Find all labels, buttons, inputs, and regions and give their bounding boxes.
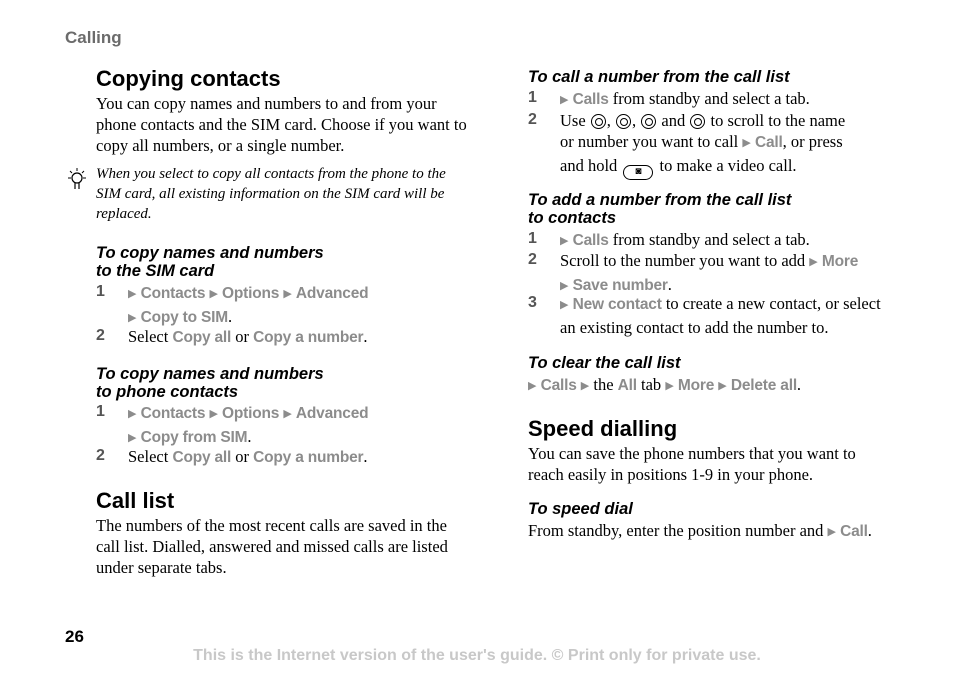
speed-dialling-section xyxy=(528,416,908,544)
menu-call[interactable]: Call xyxy=(754,134,783,151)
arrow-right-icon: ▶ xyxy=(209,288,218,300)
copying-contacts-heading: Copying contacts xyxy=(96,66,281,91)
clear-call-list-section xyxy=(528,354,908,398)
menu-copy-a-number[interactable]: Copy a number xyxy=(253,329,364,346)
call-list-body: The numbers of the most recent calls are saved in the call list. Dialled, answered and missed calls are listed under separate tabs. xyxy=(96,516,448,577)
menu-copy-all[interactable]: Copy all xyxy=(172,329,232,346)
arrow-right-icon: ▶ xyxy=(827,526,837,538)
copy-to-phone-section xyxy=(96,365,476,475)
arrow-right-icon: ▶ xyxy=(809,256,818,268)
page-number: 26 xyxy=(65,627,84,646)
arrow-right-icon: ▶ xyxy=(209,408,218,420)
menu-copy-all[interactable]: Copy all xyxy=(172,449,232,466)
menu-options[interactable]: Options xyxy=(222,405,280,422)
step-number: 1 xyxy=(528,89,537,106)
copy-to-sim-heading-line1: To copy names and numbers xyxy=(96,244,324,262)
speed-dial-step: From standby, enter the position number and ▶ Call. xyxy=(528,521,872,540)
arrow-right-icon: ▶ xyxy=(560,299,569,311)
add-number-section xyxy=(528,191,908,341)
step-number: 1 xyxy=(96,403,105,420)
copy-to-phone-heading-line2: to phone contacts xyxy=(96,383,239,401)
or-word: or xyxy=(235,327,250,346)
menu-calls[interactable]: Calls xyxy=(540,377,577,394)
tip-bulb-icon xyxy=(65,166,95,197)
speed-dialling-heading: Speed dialling xyxy=(528,416,678,441)
step-description: Scroll to the number you want to add xyxy=(560,251,806,270)
tab-word: tab xyxy=(641,375,662,394)
step-number: 1 xyxy=(528,230,537,247)
speed-dial-heading: To speed dial xyxy=(528,500,633,518)
step-text xyxy=(560,88,910,112)
menu-advanced[interactable]: Advanced xyxy=(295,405,369,422)
menu-contacts[interactable]: Contacts xyxy=(140,405,206,422)
menu-more[interactable]: More xyxy=(677,377,715,394)
call-list-section xyxy=(96,488,476,578)
the-word: the xyxy=(593,375,614,394)
clear-call-list-heading: To clear the call list xyxy=(528,354,681,372)
arrow-right-icon: ▶ xyxy=(560,235,569,247)
arrow-right-icon: ▶ xyxy=(742,137,751,149)
menu-calls[interactable]: Calls xyxy=(572,91,609,108)
copy-to-sim-heading-line2: to the SIM card xyxy=(96,262,215,280)
step-description: and hold xyxy=(560,156,618,175)
select-word: Select xyxy=(128,327,169,346)
step-number: 3 xyxy=(528,294,537,311)
tip-text: When you select to copy all contacts from the phone to the SIM card, all existing information on the SIM card will be replaced. xyxy=(96,166,446,222)
call-number-section xyxy=(528,68,908,178)
menu-delete-all[interactable]: Delete all xyxy=(730,377,797,394)
step-text: Select Copy all or Copy a number. xyxy=(128,447,368,466)
menu-calls[interactable]: Calls xyxy=(572,232,609,249)
video-call-key-icon: ◙ xyxy=(623,165,653,180)
nav-up-key-icon xyxy=(591,114,606,129)
step-number: 2 xyxy=(96,327,105,344)
call-list-heading: Call list xyxy=(96,488,175,513)
step-description: to scroll to the name xyxy=(710,111,846,130)
step-text: ▶ Contacts ▶ Options ▶ Advanced ▶ Copy from SIM. xyxy=(128,405,369,446)
step-text: Use , , and to scroll to the name or number you want to call ▶ Call, or press and hold ◙ to make a video call. xyxy=(560,110,910,177)
copy-to-phone-heading-line1: To copy names and numbers xyxy=(96,365,324,383)
nav-down-key-icon xyxy=(616,114,631,129)
step-text xyxy=(560,293,910,338)
arrow-right-icon: ▶ xyxy=(665,380,674,392)
arrow-right-icon: ▶ xyxy=(283,408,292,420)
menu-new-contact[interactable]: New contact xyxy=(572,296,662,313)
select-word: Select xyxy=(128,447,169,466)
step-number: 2 xyxy=(528,251,537,268)
arrow-right-icon: ▶ xyxy=(580,380,590,392)
copying-contacts-section xyxy=(96,66,476,156)
nav-left-key-icon xyxy=(641,114,656,129)
add-number-heading-line1: To add a number from the call list xyxy=(528,191,792,209)
menu-save-number[interactable]: Save number xyxy=(572,277,668,294)
and-word: and xyxy=(661,111,686,130)
step-text: Select Copy all or Copy a number. xyxy=(128,327,368,346)
step-description: or number you want to call xyxy=(560,132,739,151)
step-number: 2 xyxy=(96,447,105,464)
copy-to-sim-section xyxy=(96,244,476,354)
step-description: from standby and select a tab. xyxy=(612,230,810,249)
arrow-right-icon: ▶ xyxy=(718,380,727,392)
section-label: Calling xyxy=(65,28,122,47)
menu-copy-from-sim[interactable]: Copy from SIM xyxy=(140,429,248,446)
menu-call[interactable]: Call xyxy=(840,523,868,540)
step-description: , or press xyxy=(782,132,843,151)
copying-contacts-intro: You can copy names and numbers to and from your phone contacts and the SIM card. Choose if you want to copy all numbers, or a single number. xyxy=(96,94,467,155)
call-number-heading: To call a number from the call list xyxy=(528,68,790,86)
step-description: to create a new contact, or select xyxy=(665,294,881,313)
step-description: an existing contact to add the number to. xyxy=(560,318,829,337)
nav-right-key-icon xyxy=(690,114,705,129)
step-description: to make a video call. xyxy=(659,156,797,175)
step-number: 2 xyxy=(528,111,537,128)
or-word: or xyxy=(235,447,250,466)
add-number-heading-line2: to contacts xyxy=(528,209,617,227)
arrow-right-icon: ▶ xyxy=(283,288,292,300)
arrow-right-icon: ▶ xyxy=(128,312,137,324)
arrow-right-icon: ▶ xyxy=(128,432,137,444)
menu-copy-to-sim[interactable]: Copy to SIM xyxy=(140,309,228,326)
menu-advanced[interactable]: Advanced xyxy=(295,285,369,302)
menu-options[interactable]: Options xyxy=(222,285,280,302)
menu-all-tab[interactable]: All xyxy=(617,377,637,394)
menu-contacts[interactable]: Contacts xyxy=(140,285,206,302)
step-text: ▶ Contacts ▶ Options ▶ Advanced ▶ Copy to SIM. xyxy=(128,285,369,326)
step-number: 1 xyxy=(96,283,105,300)
arrow-right-icon: ▶ xyxy=(128,288,137,300)
arrow-right-icon: ▶ xyxy=(560,94,569,106)
arrow-right-icon: ▶ xyxy=(528,380,537,392)
arrow-right-icon: ▶ xyxy=(560,280,569,292)
use-word: Use xyxy=(560,111,586,130)
step-description: From standby, enter the position number and xyxy=(528,521,824,540)
step-text: Scroll to the number you want to add ▶ More ▶ Save number. xyxy=(560,251,859,294)
arrow-right-icon: ▶ xyxy=(128,408,137,420)
clear-call-list-steps: ▶ Calls ▶ the All tab ▶ More ▶ Delete all. xyxy=(528,375,802,394)
menu-copy-a-number[interactable]: Copy a number xyxy=(253,449,364,466)
speed-dialling-body: You can save the phone numbers that you want to reach easily in positions 1-9 in your phone. xyxy=(528,444,856,484)
step-description: from standby and select a tab. xyxy=(612,89,810,108)
menu-more[interactable]: More xyxy=(821,253,859,270)
footer-notice: This is the Internet version of the user's guide. © Print only for private use. xyxy=(193,647,761,664)
